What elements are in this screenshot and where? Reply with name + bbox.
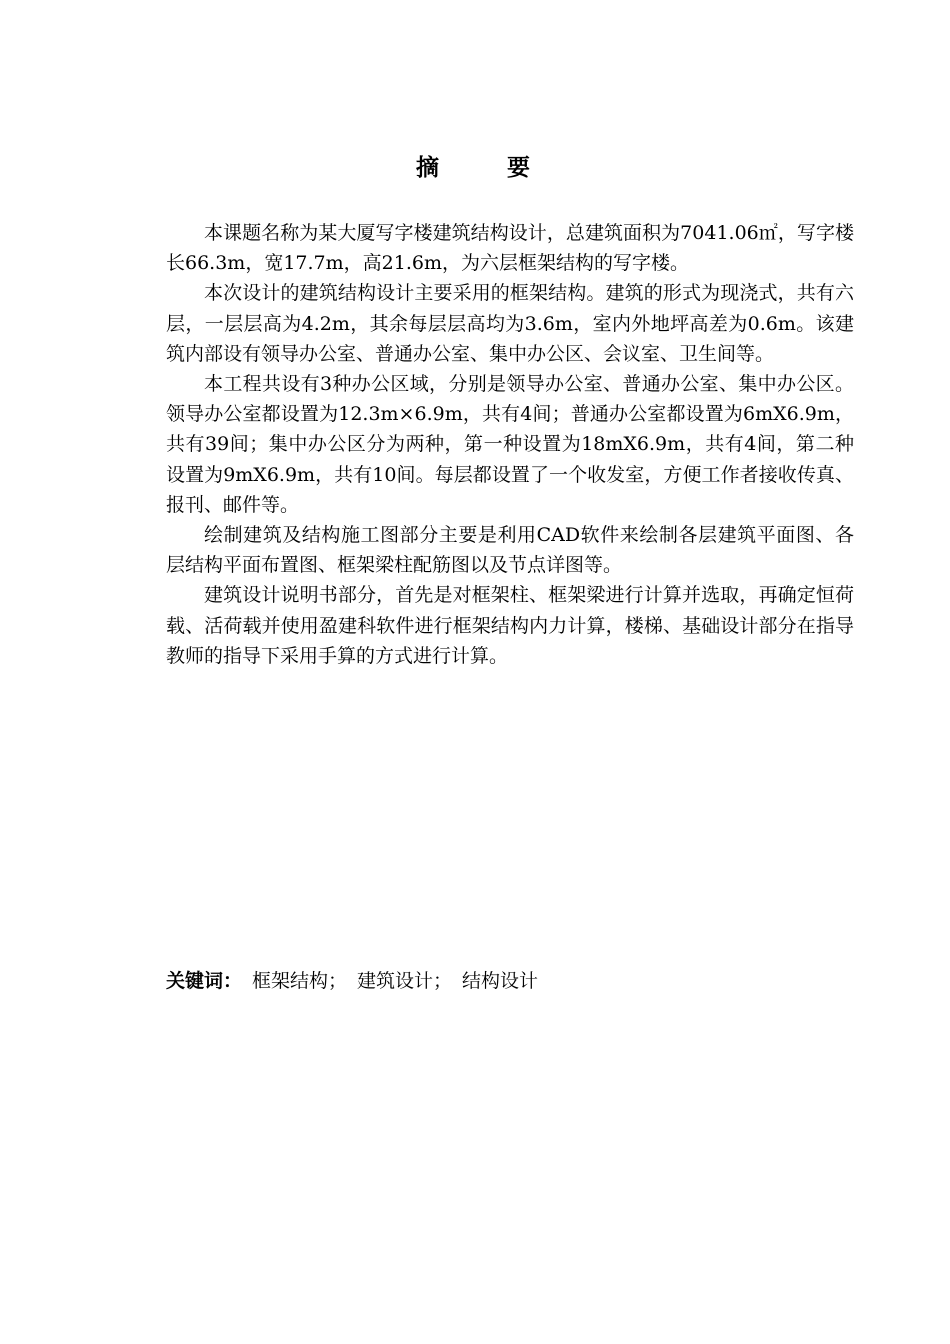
keyword-2: 建筑设计； <box>357 970 453 992</box>
keywords-label: 关键词： <box>166 970 243 992</box>
abstract-paragraph-1: 本课题名称为某大厦写字楼建筑结构设计，总建筑面积为7041.06㎡，写字楼长66.3m，宽17.7m，高21.6m，为六层框架结构的写字楼。 <box>166 222 854 275</box>
keyword-1: 框架结构； <box>252 970 348 992</box>
abstract-paragraph-5: 建筑设计说明书部分，首先是对框架柱、框架梁进行计算并选取，再确定恒荷载、活荷载并使用盈建科软件进行框架结构内力计算，楼梯、基础设计部分在指导教师的指导下采用手算的方式进行计算。 <box>166 584 854 667</box>
abstract-paragraph-3: 本工程共设有3种办公区域，分别是领导办公室、普通办公室、集中办公区。领导办公室都设置为12.3m×6.9m，共有4间；普通办公室都设置为6mX6.9m，共有39间；集中办公区分为两种，第一种设置为18mX6.9m，共有4间，第二种设置为9mX6.9m，共有10间。每层都设置了一个收发室，方便工作者接收传真、报刊、邮件等。 <box>166 373 854 516</box>
keyword-3: 结构设计 <box>462 970 539 992</box>
abstract-body <box>166 218 854 671</box>
abstract-title: 摘 要 <box>415 155 560 181</box>
abstract-paragraph-4: 绘制建筑及结构施工图部分主要是利用CAD软件来绘制各层建筑平面图、各层结构平面布置图、框架梁柱配筋图以及节点详图等。 <box>166 524 854 577</box>
keywords-line <box>166 966 854 996</box>
abstract-paragraph-2: 本次设计的建筑结构设计主要采用的框架结构。建筑的形式为现浇式，共有六层，一层层高为4.2m，其余每层层高均为3.6m，室内外地坪高差为0.6m。该建筑内部设有领导办公室、普通办公室、集中办公区、会议室、卫生间等。 <box>166 282 854 365</box>
